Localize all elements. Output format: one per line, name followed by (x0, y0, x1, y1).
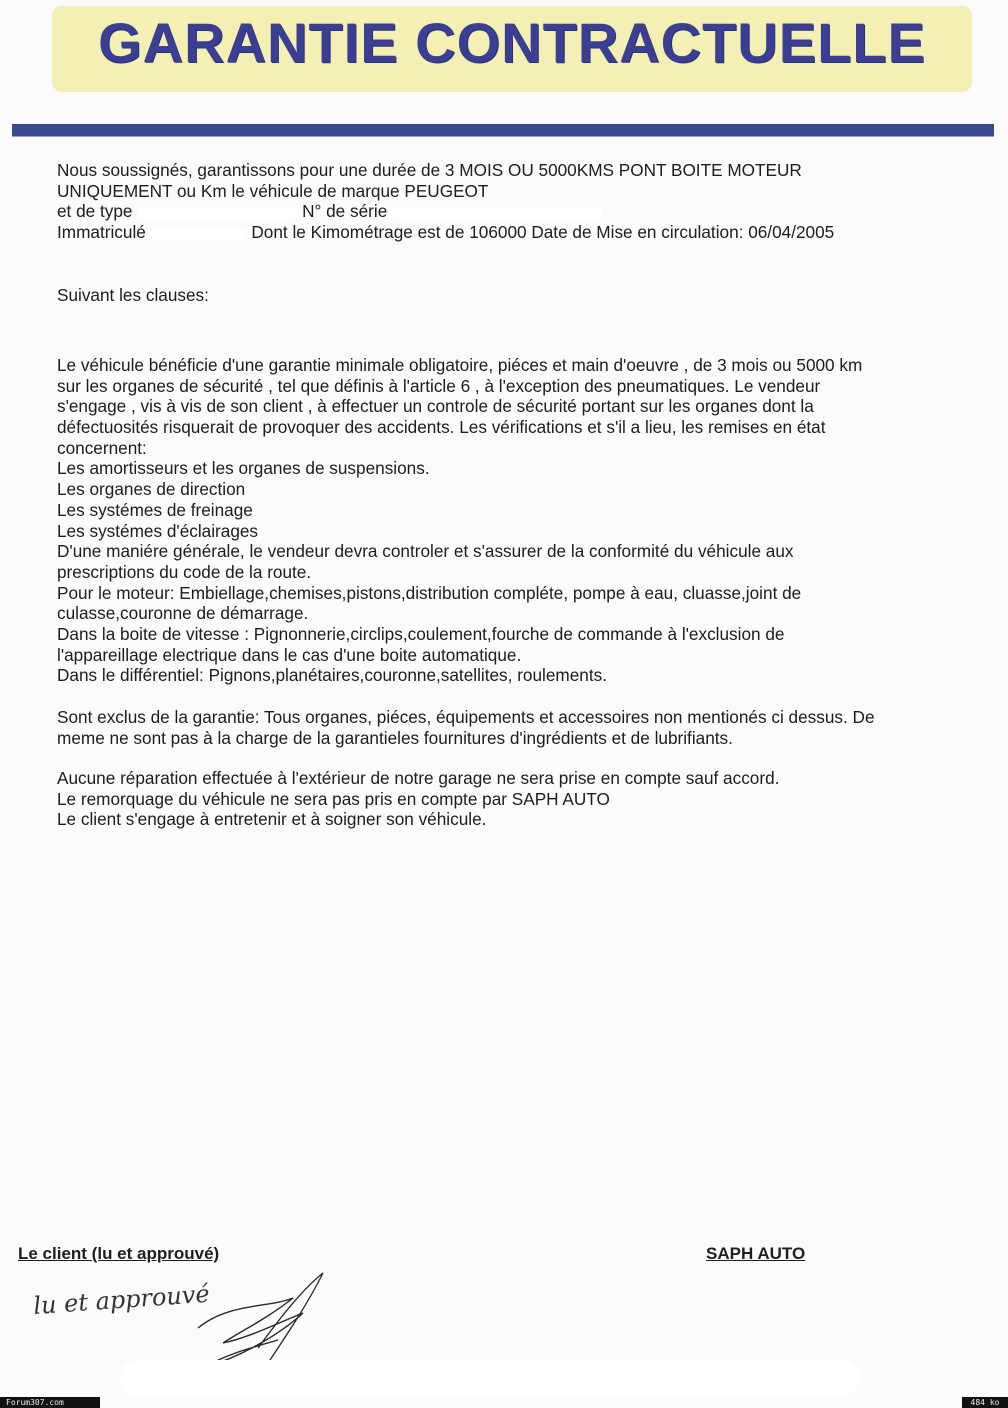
paragraph-line: sur les organes de sécurité , tel que définis à l'article 6 , à l'exception des pneumatiques. Le vendeur (57, 375, 821, 396)
paragraph-line: Pour le moteur: Embiellage,chemises,pistons,distribution compléte, pompe à eau, cluasse,joint de (57, 582, 802, 603)
footer-site: Forum307.com (0, 1397, 100, 1408)
type-label: et de type (57, 201, 133, 222)
paragraph-line: prescriptions du code de la route. (57, 561, 312, 582)
clauses-heading (57, 285, 977, 306)
paragraph-line: Les systémes de freinage (57, 499, 253, 520)
paragraph-line: meme ne sont pas à la charge de la garantieles fournitures d'ingrédients et de lubrifiants. (57, 727, 733, 748)
header-rule (12, 124, 994, 137)
intro-block (57, 160, 977, 243)
paragraph-line: Dans le différentiel: Pignons,planétaires,couronne,satellites, roulements. (57, 665, 607, 686)
footer-size: 484 ko (962, 1397, 1008, 1408)
paragraph-line: défectuosités risquerait de provoquer des accidents. Les vérifications et s'il a lieu, les remises en état (57, 417, 826, 438)
paragraph-line: Le remorquage du véhicule ne sera pas pris en compte par SAPH AUTO (57, 788, 610, 809)
footer-bar (0, 1397, 1008, 1408)
paragraph-line: Les systémes d'éclairages (57, 520, 259, 541)
paragraph-line: Les organes de direction (57, 479, 246, 500)
serial-label: N° de série (302, 201, 388, 222)
paragraph-line: Dans la boite de vitesse : Pignonnerie,circlips,coulement,fourche de commande à l'exclusion de (57, 623, 785, 644)
client-signature-label: Le client (lu et approuvé) (18, 1244, 220, 1263)
paragraph-line: Sont exclus de la garantie: Tous organes, piéces, équipements et accessoires non mentionés ci dessus. De (57, 707, 875, 727)
paragraph-line: s'engage , vis à vis de son client , à effectuer un controle de sécurité portant sur les organes dont la (57, 396, 814, 417)
redacted-serial (392, 207, 602, 219)
paragraph-line: l'appareillage electrique dans le cas d'une boite automatique. (57, 644, 522, 665)
registration-label: Immatriculé (57, 222, 146, 243)
intro-line-1: Nous soussignés, garantissons pour une durée de 3 MOIS OU 5000KMS PONT BOITE MOTEUR (57, 160, 802, 180)
clauses-heading-text: Suivant les clauses: (57, 285, 209, 305)
intro-line-4 (57, 222, 977, 243)
paragraph-line: D'une maniére générale, le vendeur devra controler et s'assurer de la conformité du véhicule aux (57, 541, 794, 562)
page-title: GARANTIE CONTRACTUELLE (98, 11, 926, 74)
paragraph-line: Les amortisseurs et les organes de suspensions. (57, 458, 430, 479)
intro-line-3 (57, 201, 977, 222)
redacted-type (137, 207, 297, 219)
paragraph-line: culasse,couronne de démarrage. (57, 603, 309, 624)
company-signature-label: SAPH AUTO (706, 1244, 806, 1263)
paragraph-line: Le véhicule bénéficie d'une garantie minimale obligatoire, piéces et main d'oeuvre , de 3 mois ou 5000 km (57, 355, 863, 375)
paragraph-line: Le client s'engage à entretenir et à soigner son véhicule. (57, 809, 487, 830)
mileage-and-date: Dont le Kimométrage est de 106000 Date de Mise en circulation: 06/04/2005 (251, 222, 835, 243)
paragraph-line: concernent: (57, 437, 147, 458)
handwritten-note: lu et approuvé (32, 1279, 211, 1320)
redacted-address (120, 1360, 860, 1396)
paragraph-exclusions (57, 707, 977, 748)
redacted-registration (151, 228, 247, 240)
intro-line-2: UNIQUEMENT ou Km le véhicule de marque PEUGEOT (57, 180, 489, 201)
paragraph-conditions (57, 768, 977, 830)
paragraph-line: Aucune réparation effectuée à l'extérieur de notre garage ne sera prise en compte sauf accord. (57, 768, 780, 788)
paragraph-safety (57, 355, 977, 686)
